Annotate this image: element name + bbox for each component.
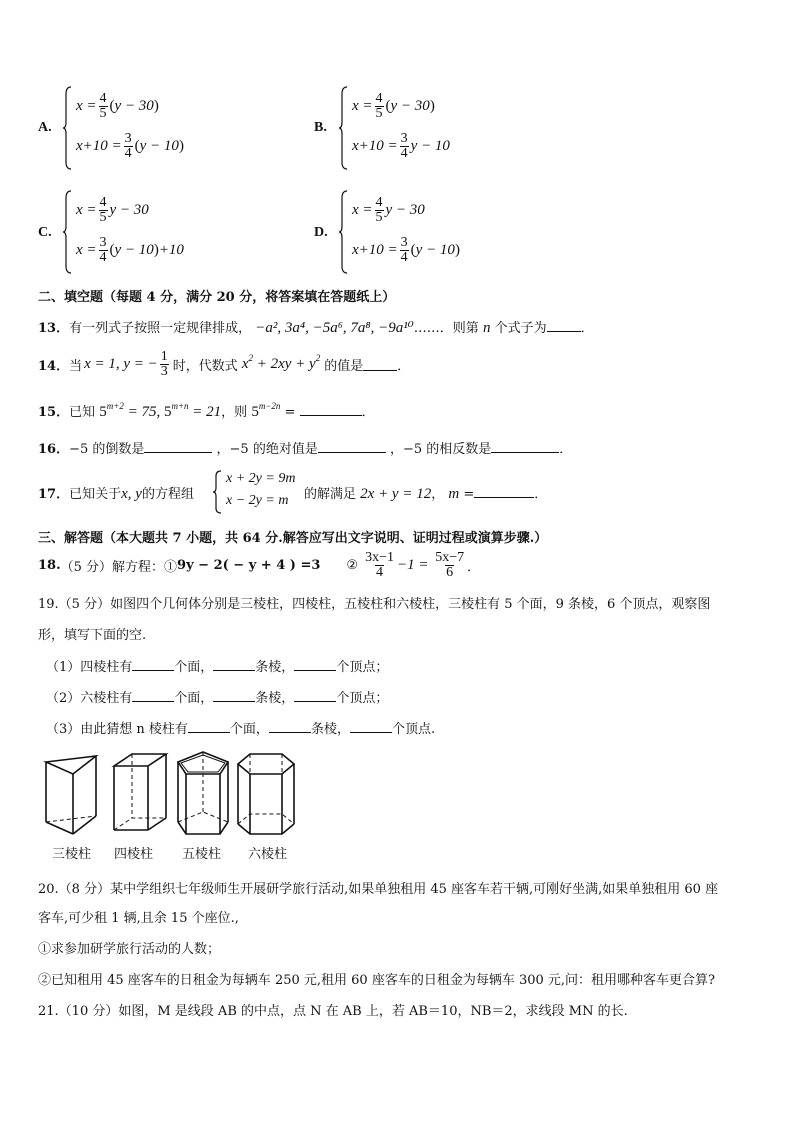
question-number: 17． xyxy=(38,487,70,502)
question-15: 15．已知 $5^{m+2} = 75$, $5^{m+n} = 21$，则 $5^{m-2n}$ = ． xyxy=(38,401,375,420)
q19-sub1-b: 个面， xyxy=(174,660,214,675)
q14-expression: $x^2 + 2xy + y^2$ xyxy=(241,353,321,372)
q19-sub1-d: 个顶点； xyxy=(336,660,389,675)
q19-sub3-b: 个面， xyxy=(229,722,269,737)
quadrangular-prism-icon xyxy=(114,754,166,830)
answer-blank[interactable] xyxy=(350,720,392,733)
answer-blank[interactable] xyxy=(213,658,255,671)
brace-icon xyxy=(62,190,72,274)
q17-text-a: 已知关于 xyxy=(69,487,122,502)
option-c-system: x = $\frac{4}{5}$ y − 30 x = $\frac{3}{4}$ ( y − 10 ) +10 xyxy=(62,190,242,274)
answer-blank[interactable] xyxy=(144,440,212,453)
q13-text-c: 个式子为 xyxy=(494,321,547,336)
triangular-prism-icon xyxy=(46,756,96,834)
q19-sub1-c: 条棱， xyxy=(255,660,295,675)
answer-blank[interactable] xyxy=(474,485,534,498)
q19-sub2-d: 个顶点； xyxy=(336,691,389,706)
answer-blank[interactable] xyxy=(547,319,581,332)
q19-sub3-d: 个顶点. xyxy=(391,722,436,737)
q14-condition: x = 1, y = − $\frac{1}{3}$ xyxy=(84,349,168,379)
q19-sub3-a: （3）由此猜想 n 棱柱有 xyxy=(46,722,188,737)
option-b-label: B. xyxy=(314,120,327,135)
q19-sub-1 xyxy=(46,656,388,675)
q15-text-b: ，则 xyxy=(221,405,248,420)
q15-end: ． xyxy=(361,405,375,420)
q14-text-c: 的值是 xyxy=(324,359,364,374)
q17-system xyxy=(212,470,312,514)
q20-line-2: 客车,可少租 1 辆,且余 15 个座位., xyxy=(38,911,239,926)
q14-text-b: 时，代数式 xyxy=(172,359,238,374)
question-14 xyxy=(38,350,410,379)
option-a-system: x = $\frac{4}{5}$ ( y − 30 ) x+10 = $\frac{3}{4}$ ( y − 10 ) xyxy=(62,86,222,170)
q17-end: ． xyxy=(534,487,548,502)
q17-m-var: m xyxy=(448,486,460,502)
question-13 xyxy=(38,317,594,337)
q17-eqsign: = xyxy=(459,487,475,502)
q16-end: ． xyxy=(559,442,573,457)
q13-text-b: ……．则第 xyxy=(413,321,479,336)
question-18 xyxy=(38,548,480,582)
section-2-heading: 二、填空题（每题 4 分，满分 20 分，将答案填在答题纸上） xyxy=(38,290,396,305)
question-16 xyxy=(38,438,572,457)
answer-blank[interactable] xyxy=(269,720,311,733)
q18-equation-2: $\frac{3x-1}{4}$ −1 = $\frac{5x-7}{6}$ xyxy=(365,549,465,580)
q19-sub2-a: （2）六棱柱有 xyxy=(46,691,133,706)
section-3-heading: 三、解答题（本大题共 7 小题，共 64 分.解答应写出文字说明、证明过程或演算步骤.） xyxy=(38,531,548,546)
answer-blank[interactable] xyxy=(300,403,362,416)
q14-end: ． xyxy=(397,359,411,374)
q17-condition: 2x + y = 12 xyxy=(360,486,432,502)
question-number: 15． xyxy=(38,405,70,420)
q19-sub-2 xyxy=(46,687,388,706)
q20-line-3: ①求参加研学旅行活动的人数； xyxy=(38,942,221,957)
answer-blank[interactable] xyxy=(318,440,386,453)
caption-hexagonal-prism: 六棱柱 xyxy=(248,846,288,861)
caption-pentagonal-prism: 五棱柱 xyxy=(182,846,222,861)
q18-circle-2: ② xyxy=(346,557,359,573)
option-b-system: x = $\frac{4}{5}$ ( y − 30 ) x+10 = $\frac{3}{4}$ y − 10 xyxy=(338,86,498,170)
answer-blank[interactable] xyxy=(294,689,336,702)
caption-quadrangular-prism: 四棱柱 xyxy=(114,846,154,861)
q13-var: n xyxy=(482,320,491,336)
q21-line-1: 21.（10 分）如图，M 是线段 AB 的中点，点 N 在 AB 上，若 AB＝10，NB＝2，求线段 MN 的长. xyxy=(38,1004,628,1019)
question-number: 16． xyxy=(38,442,70,457)
q17-eq2: x − 2y = m xyxy=(226,493,289,508)
q18-text: （5 分）解方程：① xyxy=(60,559,178,575)
answer-blank[interactable] xyxy=(132,658,174,671)
pentagonal-prism-icon xyxy=(178,752,228,834)
q17-eq1: x + 2y = 9m xyxy=(226,471,296,486)
q16-part-1: −5 的倒数是 xyxy=(69,442,145,457)
answer-blank[interactable] xyxy=(132,689,174,702)
q17-vars: x, y xyxy=(121,486,142,502)
q16-part-3: ，−5 的相反数是 xyxy=(389,442,492,457)
q15-target: $5^{m-2n}$ xyxy=(251,401,281,420)
q19-sub3-c: 条棱， xyxy=(310,722,350,737)
q18-end: ． xyxy=(467,559,481,575)
q15-given: $5^{m+2} = 75$, $5^{m+n} = 21$ xyxy=(99,401,222,420)
question-number: 14． xyxy=(38,359,70,374)
answer-blank[interactable] xyxy=(294,658,336,671)
q15-text-a: 已知 xyxy=(69,405,96,420)
option-d-label: D. xyxy=(314,225,328,240)
brace-icon xyxy=(338,190,348,274)
option-d-system: x = $\frac{4}{5}$ y − 30 x+10 = $\frac{3}{4}$ ( y − 10 ) xyxy=(338,190,518,274)
q19-sub2-c: 条棱， xyxy=(255,691,295,706)
answer-blank[interactable] xyxy=(363,358,397,371)
option-c-label: C. xyxy=(38,225,52,240)
q20-line-4: ②已知租用 45 座客车的日租金为每辆车 250 元,租用 60 座客车的日租金为每辆车 300 元,问：租用哪种客车更合算? xyxy=(38,973,716,988)
q20-line-1: 20.（8 分）某中学组织七年级师生开展研学旅行活动,如果单独租用 45 座客车若干辆,可刚好坐满,如果单独租用 60 座 xyxy=(38,882,719,897)
q17-tail xyxy=(304,483,547,503)
answer-blank[interactable] xyxy=(491,440,559,453)
q16-part-2: ，−5 的绝对值是 xyxy=(216,442,318,457)
q17-text-c: 的解满足 xyxy=(304,487,357,502)
question-number: 13． xyxy=(38,321,70,336)
q19-sub-3 xyxy=(46,718,435,737)
q17-text-b: 的方程组 xyxy=(141,487,194,502)
q18-equation-1: 9y − 2( − y + 4 ) =3 xyxy=(177,557,321,573)
q13-sequence: −a², 3a⁴, −5a⁶, 7a⁸, −9a¹⁰ xyxy=(255,320,414,336)
q13-text-a: 有一列式子按照一定规律排成， xyxy=(69,321,252,336)
answer-blank[interactable] xyxy=(188,720,230,733)
q13-end: ． xyxy=(580,321,594,336)
answer-blank[interactable] xyxy=(213,689,255,702)
q19-line-1: 19.（5 分）如图四个几何体分别是三棱柱，四棱柱，五棱柱和六棱柱，三棱柱有 5 个面，9 条棱，6 个顶点，观察图 xyxy=(38,597,711,612)
question-17 xyxy=(38,483,194,503)
prisms-figure xyxy=(38,748,300,844)
brace-icon xyxy=(338,86,348,170)
q19-line-2: 形，填写下面的空. xyxy=(38,628,147,643)
brace-icon xyxy=(212,470,222,514)
brace-icon xyxy=(62,86,72,170)
hexagonal-prism-icon xyxy=(238,754,294,834)
option-a-label: A. xyxy=(38,120,52,135)
question-number: 18. xyxy=(38,557,61,573)
q14-text-a: 当 xyxy=(69,359,83,374)
caption-triangular-prism: 三棱柱 xyxy=(52,846,92,861)
q19-sub1-a: （1）四棱柱有 xyxy=(46,660,133,675)
q17-text-d: ， xyxy=(431,487,445,502)
q19-sub2-b: 个面， xyxy=(174,691,214,706)
